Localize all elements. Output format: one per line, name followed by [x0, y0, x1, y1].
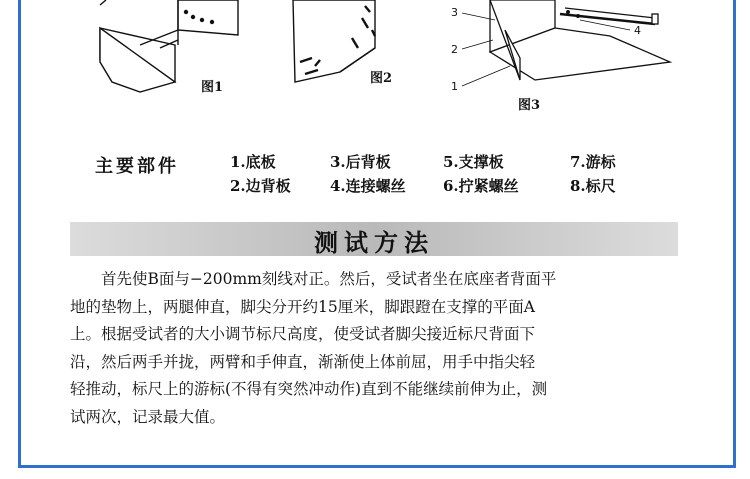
method-line: 沿，然后两手并拢，两臂和手伸直，渐渐使上体前屈，用手中指尖轻 [70, 352, 536, 371]
figure-3-caption: 图3 [518, 98, 541, 113]
callout-3: 3 [451, 6, 458, 19]
callout-2: 2 [451, 43, 458, 56]
method-line: 上。根据受试者的大小调节标尺高度，使受试者脚尖接近标尺背面下 [70, 325, 536, 343]
callout-1: 1 [451, 80, 458, 93]
part-3: 3.后背板 [330, 153, 391, 171]
method-line: 试两次，记录最大值。 [70, 407, 226, 426]
figure-strip [0, 0, 750, 120]
method-title: 测试方法 [314, 228, 434, 257]
part-8: 8.标尺 [570, 177, 616, 195]
method-banner [70, 222, 678, 256]
method-paragraph [70, 266, 682, 431]
callout-4: 4 [634, 24, 641, 37]
part-4: 4.连接螺丝 [330, 177, 406, 195]
assembly-diagrams [0, 0, 750, 120]
part-1: 1.底板 [230, 153, 276, 171]
figure-2-caption: 图2 [370, 71, 393, 86]
part-6: 6.拧紧螺丝 [443, 177, 519, 195]
method-line: 地的垫物上，两腿伸直，脚尖分开约15厘米，脚跟蹬在支撑的平面A [70, 297, 535, 316]
part-2: 2.边背板 [230, 177, 291, 195]
parts-heading: 主要部件 [95, 156, 179, 177]
figure-2-drawing [293, 0, 375, 82]
part-7: 7.游标 [570, 153, 616, 171]
method-line: 首先使B面与−200mm刻线对正。然后，受试者坐在底座者背面平 [101, 270, 557, 288]
figure-3-drawing [462, 0, 670, 86]
figure-1-caption: 图1 [201, 80, 224, 95]
part-5: 5.支撑板 [443, 153, 504, 171]
method-line: 轻推动，标尺上的游标(不得有突然冲动作)直到不能继续前伸为止，测 [70, 380, 548, 398]
